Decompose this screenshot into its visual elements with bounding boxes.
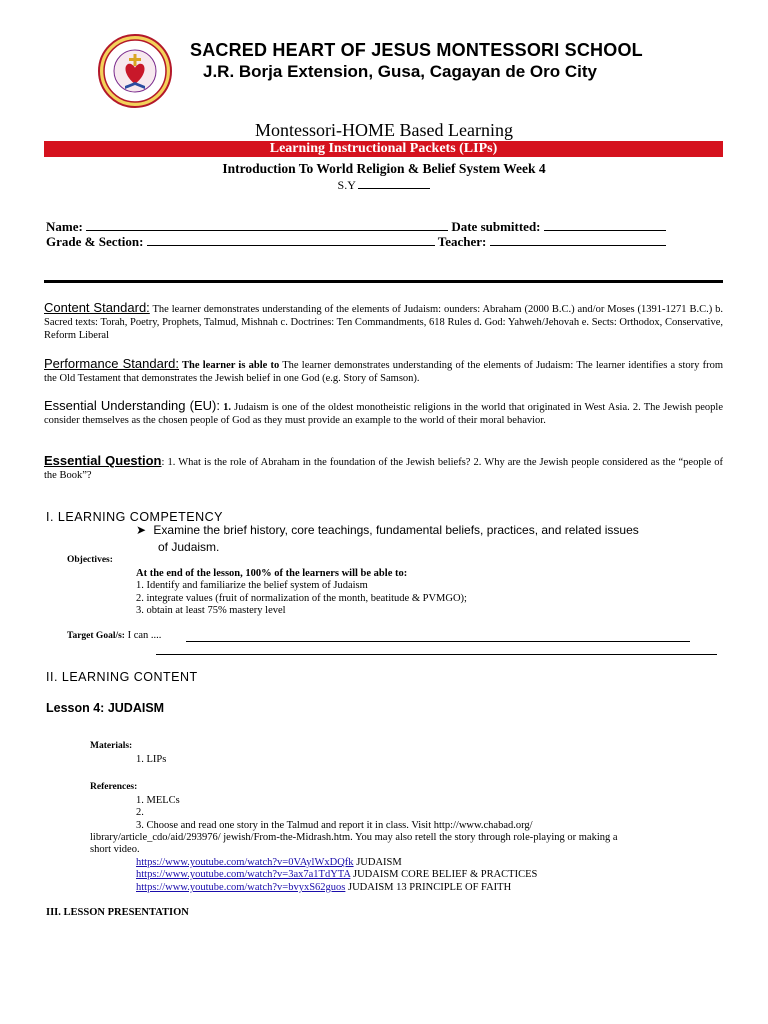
video-link-2-label: JUDAISM CORE BELIEF & PRACTICES — [350, 869, 538, 880]
target-goals-line-2[interactable] — [156, 654, 717, 655]
performance-standard — [44, 357, 723, 385]
grade-row — [46, 234, 666, 250]
essential-question-label: Essential Question — [44, 453, 162, 468]
school-address: J.R. Borja Extension, Gusa, Cagayan de Oro City — [203, 62, 597, 81]
essential-understanding-number: 1. — [219, 402, 231, 413]
lesson-presentation-heading: III. LESSON PRESENTATION — [46, 907, 189, 918]
performance-standard-text: The learner demonstrates understanding of the elements of Judaism: The learner identifies a story from the Old Testament that demonstrates the Jewish belief in one God (e.g. Story of Samson). — [44, 360, 723, 384]
learning-content-heading: II. LEARNING CONTENT — [46, 670, 198, 684]
competency-text-line1: Examine the brief history, core teachings, fundamental beliefs, practices, and related issues — [153, 523, 639, 537]
essential-understanding-text: Judaism is one of the oldest monotheistic religions in the world that originated in West Asia. 2. The Jewish people consider themselves as the chosen people of God as they must provide an example to the world of their moral behavior. — [44, 402, 723, 426]
competency-bullet — [136, 523, 639, 537]
video-link-1-label: JUDAISM — [353, 857, 402, 868]
reference-item-1: 1. MELCs — [136, 795, 180, 806]
materials-item-1: 1. LIPs — [136, 754, 167, 765]
video-link-3[interactable]: https://www.youtube.com/watch?v=bvyxS62guos — [136, 882, 346, 893]
reference-item-3-line3: short video. — [90, 844, 140, 855]
school-year — [0, 178, 768, 193]
content-standard — [44, 301, 723, 342]
performance-standard-label: Performance Standard: — [44, 356, 179, 371]
objectives-intro: At the end of the lesson, 100% of the learners will be able to: — [136, 568, 408, 579]
arrow-bullet-icon: ➤ — [136, 523, 147, 537]
target-goals-label: Target Goal/s: — [67, 631, 125, 641]
grade-section-field[interactable] — [147, 235, 435, 246]
learning-competency-heading: I. LEARNING COMPETENCY — [46, 510, 223, 524]
essential-understanding — [44, 399, 723, 427]
packet-banner: Learning Instructional Packets (LIPs) — [44, 141, 723, 157]
school-logo — [98, 34, 172, 108]
reference-item-2: 2. — [136, 807, 144, 818]
objective-item-2: 2. integrate values (fruit of normalization of the month, beatitude & PVMGO); — [136, 593, 467, 604]
objective-item-1: 1. Identify and familiarize the belief system of Judaism — [136, 580, 368, 591]
target-goals-row — [67, 630, 161, 641]
name-label: Name: — [46, 219, 83, 234]
school-year-label: S.Y — [337, 178, 356, 192]
objective-item-3: 3. obtain at least 75% mastery level — [136, 605, 286, 616]
name-field[interactable] — [86, 220, 448, 231]
video-link-row-3 — [136, 882, 511, 893]
video-link-3-label: JUDAISM 13 PRINCIPLE OF FAITH — [345, 882, 512, 893]
reference-item-3-line2: library/article_cdo/aid/293976/ jewish/From-the-Midrash.htm. You may also retell the story through role-playing or making a — [90, 832, 618, 843]
competency-text-line2: of Judaism. — [158, 540, 220, 554]
program-title: Montessori-HOME Based Learning — [255, 120, 513, 140]
content-standard-text: The learner demonstrates understanding of the elements of Judaism: ounders: Abraham (2000 B.C.) and/or Moses (1391-1271 B.C.) b. Sacred texts: Torah, Poetry, Prophets, Talmud, Mishnah c. Doctrines: Ten Commandments, 618 Rules d. God: Yahweh/Jehovah e. Sects: Orthodox, Conservative, Reform Liberal — [44, 304, 723, 341]
date-submitted-label: Date submitted: — [451, 219, 541, 234]
performance-standard-lead: The learner is able to — [179, 360, 280, 371]
video-link-row-1 — [136, 857, 402, 868]
date-submitted-field[interactable] — [544, 220, 666, 231]
essential-question — [44, 454, 723, 482]
objectives-label: Objectives: — [67, 555, 113, 565]
teacher-label: Teacher: — [437, 234, 487, 249]
video-link-2[interactable]: https://www.youtube.com/watch?v=3ax7a1TdYTA — [136, 869, 351, 880]
references-label: References: — [90, 782, 138, 792]
teacher-field[interactable] — [490, 235, 666, 246]
course-title: Introduction To World Religion & Belief System Week 4 — [222, 161, 546, 176]
essential-question-text: : 1. What is the role of Abraham in the foundation of the Jewish beliefs? 2. Why are the Jewish people considered as the “people of the Book”? — [44, 457, 723, 481]
target-goals-line-1[interactable] — [186, 641, 690, 642]
school-name: SACRED HEART OF JESUS MONTESSORI SCHOOL — [190, 40, 643, 60]
content-standard-label: Content Standard: — [44, 300, 150, 315]
essential-understanding-label: Essential Understanding (EU): — [44, 398, 220, 413]
target-goals-text: I can .... — [124, 630, 162, 641]
name-row — [46, 219, 666, 235]
materials-label: Materials: — [90, 741, 133, 751]
school-year-field[interactable] — [358, 178, 430, 189]
video-link-1[interactable]: https://www.youtube.com/watch?v=0VAylWxDQfk — [136, 857, 354, 868]
divider-thick — [44, 280, 723, 283]
reference-item-3-line1: 3. Choose and read one story in the Talmud and report it in class. Visit http://www.chabad.org/ — [136, 820, 533, 831]
lesson-title: Lesson 4: JUDAISM — [46, 701, 165, 715]
grade-section-label: Grade & Section: — [46, 234, 144, 249]
video-link-row-2 — [136, 869, 537, 880]
